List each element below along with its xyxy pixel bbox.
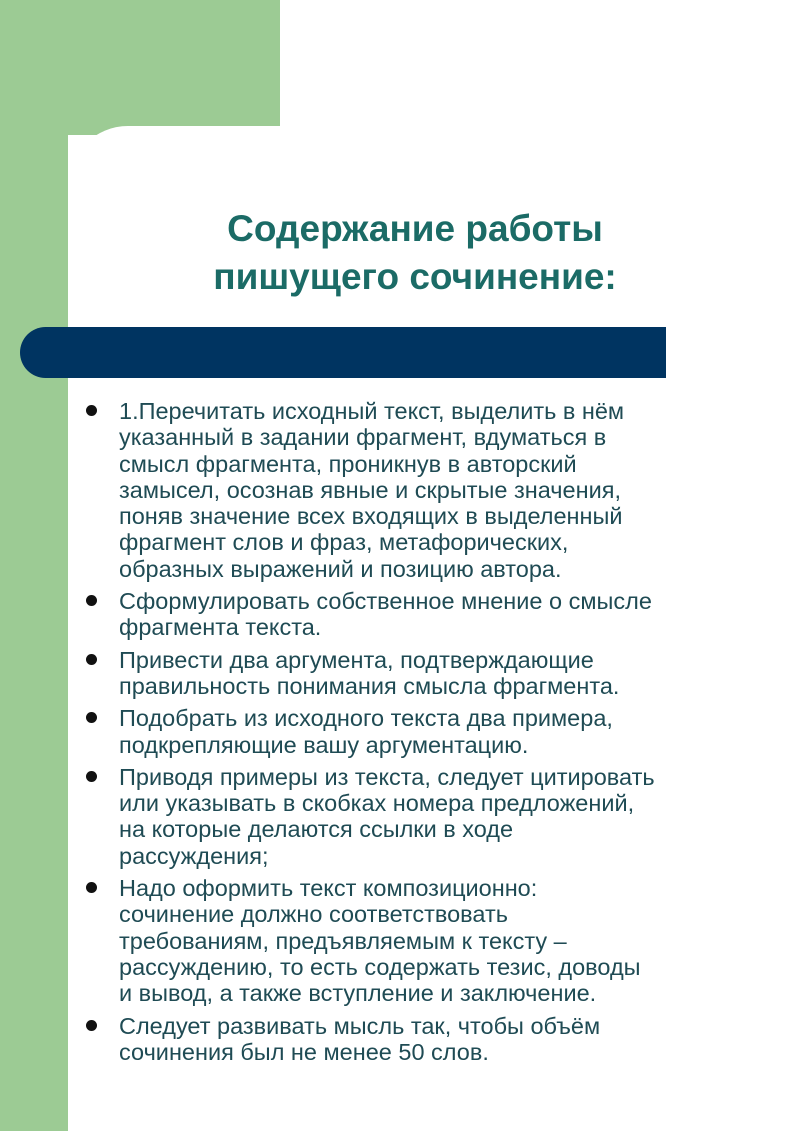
list-item-text-line: требованиям, предъявляемым к тексту –	[119, 927, 567, 954]
list-item-text-line: сочинения был не менее 50 слов.	[119, 1038, 489, 1065]
list-item	[86, 764, 746, 869]
list-item	[86, 588, 746, 641]
title-divider-bar	[20, 327, 666, 378]
list-item-text-line: на которые делаются ссылки в ходе	[119, 816, 514, 843]
list-item-text-line: фрагмента текста.	[119, 614, 322, 641]
bullet-icon	[86, 595, 97, 606]
list-item-text-line: поняв значение всех входящих в выделенный	[119, 503, 623, 530]
list-item-text-line: 1.Перечитать исходный текст, выделить в нём	[119, 398, 625, 424]
bullet-icon	[86, 712, 97, 723]
bullet-icon	[86, 654, 97, 665]
list-item-text-line: указанный в задании фрагмент, вдуматься в	[119, 424, 607, 451]
list-item	[86, 875, 746, 1006]
list-item-text-line: Следует развивать мысль так, чтобы объём	[119, 1012, 601, 1039]
list-item-text-line: и вывод, а также вступление и заключение.	[119, 980, 597, 1007]
list-item-text-line: Приводя примеры из текста, следует цитировать	[119, 763, 655, 790]
slide-title-line: пишущего сочинение:	[213, 256, 617, 297]
bullet-icon	[86, 882, 97, 893]
list-item-text-line: Сформулировать собственное мнение о смысле	[119, 588, 652, 615]
list-item-text-line: рассуждения;	[119, 842, 269, 869]
bullet-list	[86, 398, 746, 1071]
list-item	[86, 1013, 746, 1066]
list-item-text-line: правильность понимания смысла фрагмента.	[119, 672, 620, 699]
list-item-text-line: подкрепляющие вашу аргументацию.	[119, 731, 529, 758]
list-item-text-line: Привести два аргумента, подтверждающие	[119, 646, 594, 673]
list-item-text-line: или указывать в скобках номера предложений,	[119, 790, 635, 817]
bullet-icon	[86, 1020, 97, 1031]
list-item-text-line: рассуждению, то есть содержать тезис, доводы	[119, 953, 641, 980]
list-item-text-line: замысел, осознав явные и скрытые значения,	[119, 476, 621, 503]
slide-title-line: Содержание работы	[227, 208, 603, 249]
list-item-text-line: фрагмент слов и фраз, метафорических,	[119, 529, 569, 556]
bullet-icon	[86, 405, 97, 416]
list-item-text-line: смысл фрагмента, проникнув в авторский	[119, 450, 577, 477]
list-item-text-line: образных выражений и позицию автора.	[119, 555, 562, 582]
list-item-text-line: Надо оформить текст композиционно:	[119, 875, 538, 902]
list-item	[86, 398, 746, 582]
bullet-icon	[86, 771, 97, 782]
list-item-text-line: сочинение должно соответствовать	[119, 901, 508, 928]
green-accent-left	[0, 0, 68, 1131]
list-item-text-line: Подобрать из исходного текста два примера,	[119, 705, 613, 732]
slide-title	[100, 205, 730, 301]
list-item	[86, 647, 746, 700]
list-item	[86, 705, 746, 758]
